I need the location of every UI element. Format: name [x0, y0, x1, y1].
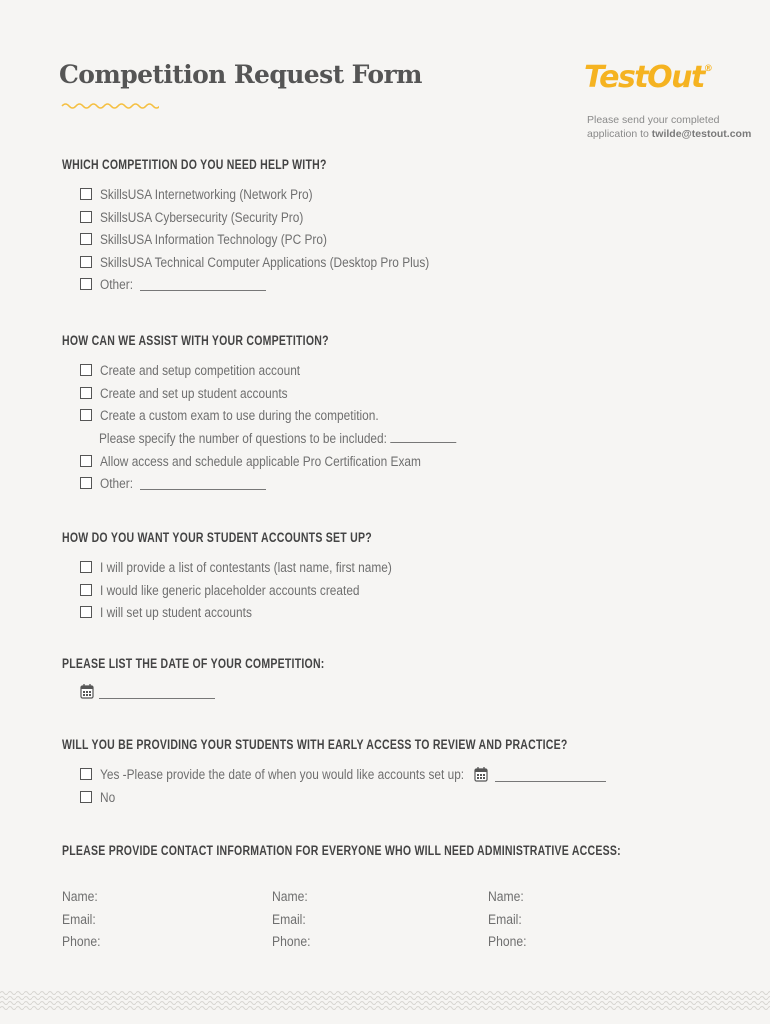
contact-phone-label[interactable]: Phone: — [62, 934, 101, 949]
questions-count-note: Please specify the number of questions to be included: — [99, 430, 505, 446]
checkbox[interactable] — [80, 364, 92, 376]
checkbox[interactable] — [80, 791, 92, 803]
contact-email-label[interactable]: Email: — [488, 911, 522, 927]
assist-option-competition-account[interactable]: Create and setup competition account — [80, 361, 327, 379]
checkbox[interactable] — [80, 188, 92, 200]
checkbox[interactable] — [80, 211, 92, 223]
early-access-no[interactable]: No — [80, 788, 117, 806]
assist-heading: HOW CAN WE ASSIST WITH YOUR COMPETITION? — [62, 333, 329, 348]
checkbox[interactable] — [80, 561, 92, 573]
competition-option-pc-pro[interactable]: SkillsUSA Information Technology (PC Pro) — [80, 230, 358, 248]
assist-option-other[interactable]: Other: — [80, 474, 266, 492]
checkbox[interactable] — [80, 606, 92, 618]
checkbox[interactable] — [80, 455, 92, 467]
contact-email-label[interactable]: Email: — [62, 911, 96, 927]
send-instructions: Please send your completed application to twilde@testout.com — [587, 114, 752, 140]
contact-heading: PLEASE PROVIDE CONTACT INFORMATION FOR EVERYONE WHO WILL NEED ADMINISTRATIVE ACCESS: — [62, 843, 621, 858]
checkbox[interactable] — [80, 233, 92, 245]
early-access-yes[interactable]: Yes -Please provide the date of when you would like accounts set up: — [80, 765, 514, 783]
accounts-option-self-setup[interactable]: I will set up student accounts — [80, 603, 273, 621]
contact-phone-label[interactable]: Phone: — [272, 934, 311, 949]
testout-logo: TestOut® — [584, 60, 713, 95]
date-heading: PLEASE LIST THE DATE OF YOUR COMPETITION: — [62, 656, 325, 671]
assist-option-student-accounts[interactable]: Create and set up student accounts — [80, 384, 313, 402]
competition-option-desktop-pro-plus[interactable]: SkillsUSA Technical Computer Applications (Desktop Pro Plus) — [80, 253, 474, 271]
checkbox[interactable] — [80, 256, 92, 268]
contact-name-label[interactable]: Name: — [62, 889, 98, 904]
early-access-heading: WILL YOU BE PROVIDING YOUR STUDENTS WITH EARLY ACCESS TO REVIEW AND PRACTICE? — [62, 737, 568, 752]
footer-wave-pattern — [0, 990, 770, 1010]
competition-heading: WHICH COMPETITION DO YOU NEED HELP WITH? — [62, 157, 327, 172]
checkbox[interactable] — [80, 477, 92, 489]
contact-email-label[interactable]: Email: — [272, 911, 306, 927]
checkbox[interactable] — [80, 387, 92, 399]
accounts-heading: HOW DO YOU WANT YOUR STUDENT ACCOUNTS SET UP? — [62, 530, 372, 545]
competition-option-other[interactable]: Other: — [80, 275, 266, 293]
competition-option-network-pro[interactable]: SkillsUSA Internetworking (Network Pro) — [80, 185, 342, 203]
contact-block-2 — [272, 886, 315, 954]
calendar-icon[interactable] — [80, 683, 94, 699]
competition-option-security-pro[interactable]: SkillsUSA Cybersecurity (Security Pro) — [80, 208, 331, 226]
checkbox[interactable] — [80, 278, 92, 290]
contact-name-label[interactable]: Name: — [272, 889, 308, 904]
checkbox[interactable] — [80, 768, 92, 780]
assist-option-custom-exam[interactable]: Create a custom exam to use during the competition. — [80, 406, 417, 424]
other-text-line[interactable] — [140, 477, 266, 490]
contact-name-label[interactable]: Name: — [488, 889, 524, 904]
other-text-line[interactable] — [140, 278, 266, 291]
assist-option-cert-exam[interactable]: Allow access and schedule applicable Pro Certification Exam — [80, 452, 465, 470]
calendar-icon[interactable] — [474, 766, 488, 782]
title-underline-squiggle — [61, 101, 159, 111]
contact-email-link[interactable]: twilde@testout.com — [651, 128, 752, 140]
accounts-option-provide-list[interactable]: I will provide a list of contestants (last name, first name) — [80, 558, 432, 576]
checkbox[interactable] — [80, 584, 92, 596]
contact-phone-label[interactable]: Phone: — [488, 934, 527, 949]
page-title: Competition Request Form — [59, 60, 422, 89]
contact-block-1 — [62, 886, 105, 954]
questions-count-line[interactable] — [390, 430, 456, 443]
competition-date-line[interactable] — [99, 686, 215, 699]
accounts-option-generic-placeholder[interactable]: I would like generic placeholder accounts created — [80, 581, 395, 599]
contact-block-3 — [488, 886, 531, 954]
checkbox[interactable] — [80, 409, 92, 421]
early-access-date-line[interactable] — [495, 769, 606, 782]
